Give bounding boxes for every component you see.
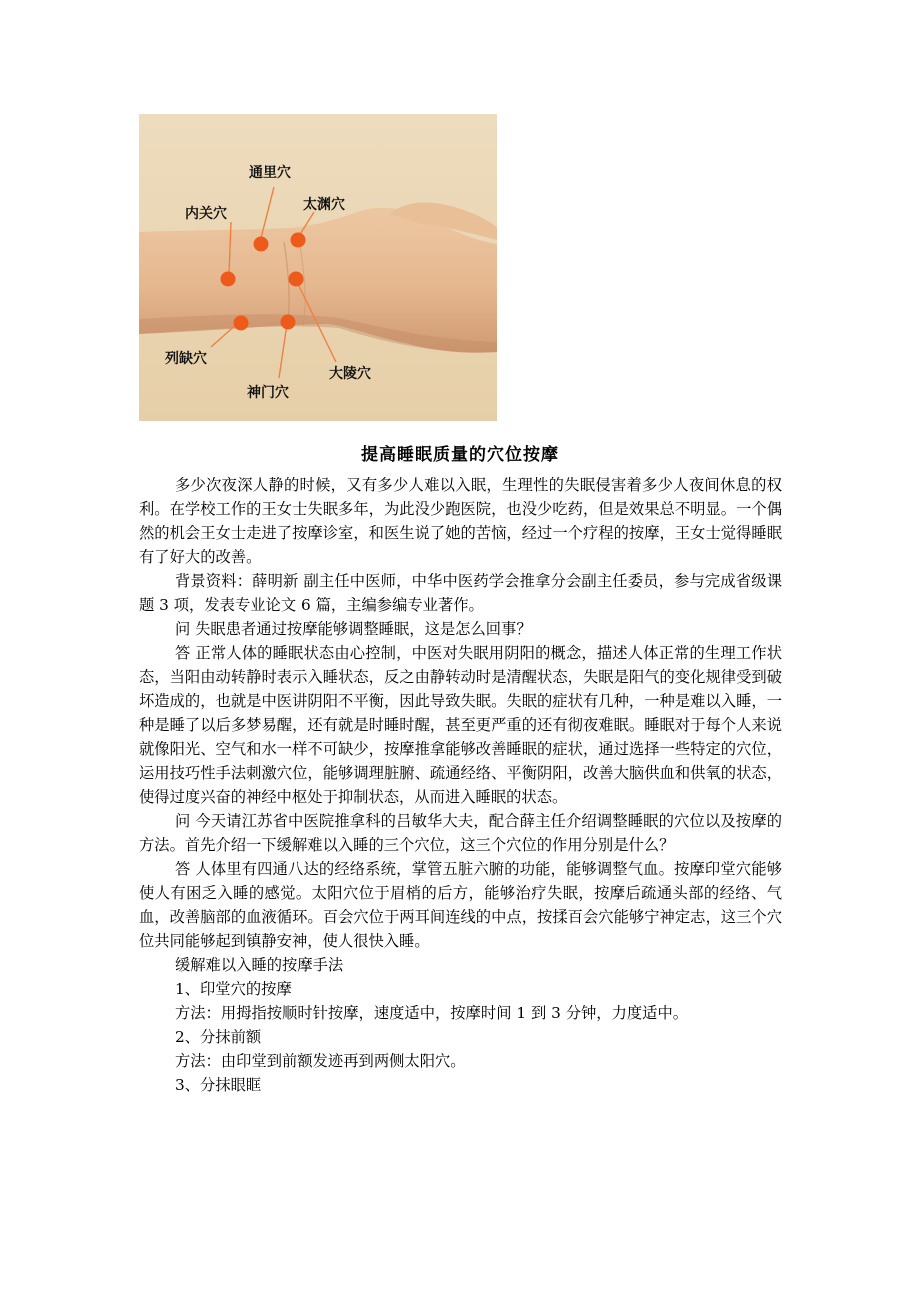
dot-taiyuan bbox=[291, 233, 306, 248]
wrist-illustration bbox=[139, 114, 497, 421]
paragraph-question-2: 问 今天请江苏省中医院推拿科的吕敏华大夫，配合薛主任介绍调整睡眠的穴位以及按摩的方法。首先介绍一下缓解难以入睡的三个穴位，这三个穴位的作用分别是什么？ bbox=[139, 812, 782, 854]
paragraph-answer-2: 答 人体里有四通八达的经络系统，掌管五脏六腑的功能，能够调整气血。按摩印堂穴能够使人有困乏入睡的感觉。太阳穴位于眉梢的后方，能够治疗失眠，按摩后疏通头部的经络、气血，改善脑部的血液循环。百会穴位于两耳间连线的中点，按揉百会穴能够宁神定志，这三个穴位共同能够起到镇静安神，使人很快入睡。 bbox=[139, 860, 782, 950]
dot-neiguan bbox=[221, 272, 236, 287]
step-2-heading: 2、分抹前额 bbox=[174, 1028, 262, 1046]
label-daling: 大陵穴 bbox=[329, 366, 371, 382]
step-3-heading: 3、分抹眼眶 bbox=[174, 1076, 262, 1094]
label-taiyuan: 太渊穴 bbox=[303, 197, 345, 213]
dot-lieque bbox=[234, 316, 249, 331]
dot-tongli bbox=[254, 237, 269, 252]
dot-daling bbox=[289, 272, 304, 287]
label-lieque: 列缺穴 bbox=[165, 351, 207, 367]
paragraph-intro: 多少次夜深人静的时候，又有多少人难以入眠，生理性的失眠侵害着多少人夜间休息的权利。在学校工作的王女士失眠多年，为此没少跑医院，也没少吃药，但是效果总不明显。一个偶然的机会王女士走进了按摩诊室，和医生说了她的苦恼，经过一个疗程的按摩，王女士觉得睡眠有了好大的改善。 bbox=[139, 476, 782, 566]
article-body bbox=[139, 473, 782, 1097]
paragraph-question-1: 问 失眠患者通过按摩能够调整睡眠，这是怎么回事？ bbox=[174, 620, 532, 638]
label-tongli: 通里穴 bbox=[249, 165, 291, 181]
section-heading-massage: 缓解难以入睡的按摩手法 bbox=[174, 956, 344, 974]
wrist-acupoint-figure bbox=[139, 114, 497, 421]
paragraph-background: 背景资料：薛明新 副主任中医师，中华中医药学会推拿分会副主任委员，参与完成省级课题 3 项，发表专业论文 6 篇，主编参编专业著作。 bbox=[139, 572, 782, 614]
dot-shenmen bbox=[281, 315, 296, 330]
label-neiguan: 内关穴 bbox=[185, 206, 227, 222]
article-title: 提高睡眠质量的穴位按摩 bbox=[361, 445, 559, 465]
label-shenmen: 神门穴 bbox=[247, 385, 289, 401]
paragraph-answer-1: 答 正常人体的睡眠状态由心控制，中医对失眠用阴阳的概念，描述人体正常的生理工作状态，当阳由动转静时表示入睡状态，反之由静转动时是清醒状态，失眠是阳气的变化规律受到破坏造成的，也就是中医讲阴阳不平衡，因此导致失眠。失眠的症状有几种，一种是难以入睡，一种是睡了以后多梦易醒，还有就是时睡时醒，甚至更严重的还有彻夜难眠。睡眠对于每个人来说就像阳光、空气和水一样不可缺少，按摩推拿能够改善睡眠的症状，通过选择一些特定的穴位，运用技巧性手法刺激穴位，能够调理脏腑、疏通经络、平衡阴阳，改善大脑供血和供氧的状态，使得过度兴奋的神经中枢处于抑制状态，从而进入睡眠的状态。 bbox=[139, 644, 782, 806]
step-1-heading: 1、印堂穴的按摩 bbox=[174, 980, 292, 998]
step-2-method: 方法：由印堂到前额发迹再到两侧太阳穴。 bbox=[174, 1052, 466, 1070]
step-1-method: 方法：用拇指按顺时针按摩，速度适中，按摩时间 1 到 3 分钟，力度适中。 bbox=[174, 1004, 689, 1022]
